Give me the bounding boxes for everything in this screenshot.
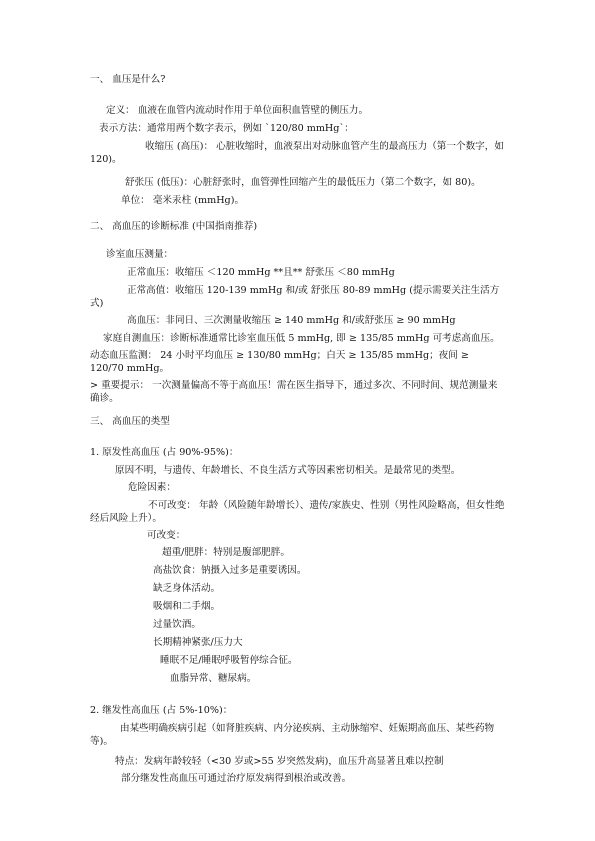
secondary-hypertension-desc: 由某些明确疾病引起（如肾脏疾病、内分泌疾病、主动脉缩窄、妊娠期高血压、某些药物等)。 xyxy=(90,723,495,747)
hypertension-criteria: 高血压：非同日、三次测量收缩压 ≥ 140 mmHg 和/或舒张压 ≥ 90 mmHg xyxy=(127,315,456,326)
modifiable-risk-item: 高盐饮食：钠摄入过多是重要诱因。 xyxy=(153,565,307,576)
modifiable-risks-title: 可改变： xyxy=(147,530,186,541)
primary-hypertension-title: 1. 原发性高血压 (占 90%-95%)： xyxy=(90,447,239,458)
non-modifiable-risks: 不可改变： 年龄（风险随年龄增长）、遗传/家族史、性别（男性风险略高，但女性绝经后风险上升）。 xyxy=(90,500,505,524)
secondary-curable-note: 部分继发性高血压可通过治疗原发病得到根治或改善。 xyxy=(121,773,352,784)
modifiable-risk-item: 吸烟和二手烟。 xyxy=(153,601,221,612)
office-bp-title: 诊室血压测量： xyxy=(106,249,174,260)
modifiable-risk-item: 血脂异常、糖尿病。 xyxy=(170,673,257,684)
modifiable-risk-item: 过量饮酒。 xyxy=(153,619,201,630)
risk-factors-title: 危险因素： xyxy=(128,482,176,493)
section-2-heading: 二、 高血压的诊断标准 (中国指南推荐) xyxy=(90,221,258,232)
modifiable-risk-item: 长期精神紧张/压力大 xyxy=(153,637,243,648)
secondary-hypertension-title: 2. 继发性高血压 (占 5%-10%)： xyxy=(90,705,233,716)
ambulatory-bp-criteria: 动态血压监测： 24 小时平均血压 ≥ 130/80 mmHg；白天 ≥ 135/85 mmHg；夜间 ≥ 120/70 mmHg。 xyxy=(90,350,469,374)
diastolic-definition: 舒张压 (低压)：心脏舒张时，血管弹性回缩产生的最低压力（第二个数字，如 80)。 xyxy=(125,177,481,188)
important-note: > 重要提示： 一次测量偏高不等于高血压！需在医生指导下，通过多次、不同时间、规范测量来确诊。 xyxy=(90,380,498,404)
home-bp-criteria: 家庭自测血压：诊断标准通常比诊室血压低 5 mmHg, 即 ≥ 135/85 mmHg 可考虑高血压。 xyxy=(103,333,500,344)
bp-notation: 表示方法：通常用两个数字表示，例如 `120/80 mmHg`： xyxy=(99,123,354,134)
modifiable-risk-item: 睡眠不足/睡眠呼吸暂停综合征。 xyxy=(160,655,298,666)
bp-definition: 定义： 血液在血管内流动时作用于单位面积血管壁的侧压力。 xyxy=(106,105,369,116)
section-1-heading: 一、 血压是什么? xyxy=(90,74,166,85)
modifiable-risk-item: 超重/肥胖：特别是腹部肥胖。 xyxy=(162,547,290,558)
section-3-heading: 三、 高血压的类型 xyxy=(90,416,170,427)
systolic-definition: 收缩压 (高压)： 心脏收缩时，血液泵出对动脉血管产生的最高压力（第一个数字，如 120)。 xyxy=(90,141,504,165)
high-normal-criteria: 正常高值：收缩压 120-139 mmHg 和/或 舒张压 80-89 mmHg (提示需要关注生活方式) xyxy=(90,285,500,309)
bp-unit: 单位： 毫米汞柱 (mmHg)。 xyxy=(121,195,245,206)
normal-bp-criteria: 正常血压：收缩压 ＜120 mmHg **且** 舒张压 ＜80 mmHg xyxy=(127,267,395,278)
secondary-features: 特点：发病年龄较轻（<30 岁或>55 岁突然发病)，血压升高显著且难以控制 xyxy=(115,756,444,767)
modifiable-risk-item: 缺乏身体活动。 xyxy=(153,583,221,594)
primary-hypertension-desc: 原因不明，与遗传、年龄增长、不良生活方式等因素密切相关。是最常见的类型。 xyxy=(115,465,461,476)
